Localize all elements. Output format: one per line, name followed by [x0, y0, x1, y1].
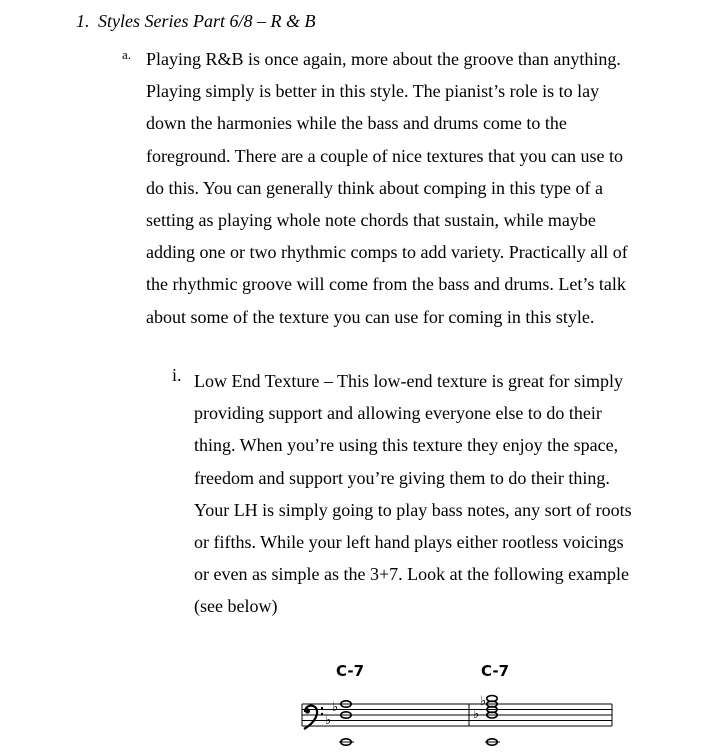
- flat-icon: ♭: [332, 700, 339, 715]
- flat-icon: ♭: [473, 707, 480, 722]
- list-marker-i: i.: [172, 365, 182, 385]
- list-marker-a: a.: [122, 47, 132, 62]
- flat-icon: ♭: [325, 713, 332, 728]
- chord-notes-1: [325, 700, 354, 745]
- paragraph-a: Playing R&B is once again, more about the groove than anything. Playing simply is better in this style. The pianist’s role is to lay down the harmonies while the bass and drums come to the foreground. There are a couple of nice textures that you can use to do this. You can generally think about comping in this type of a setting as playing whole note chords that sustain, while maybe adding one or two rhythmic comps to add variety. Practically all of the rhythmic groove will come from the bass and drums. Let’s talk about some of the texture you can use for coming in this style.: [146, 49, 628, 327]
- flat-icon: ♭: [480, 694, 487, 709]
- music-notation: [280, 650, 620, 755]
- list-number: 1.: [76, 11, 90, 31]
- chord-symbol-2: C-7: [481, 662, 510, 680]
- paragraph-i: Low End Texture – This low-end texture is great for simply providing support and allowing everyone else to do their thing. When you’re using this texture they enjoy the space, freedom and support you’re giving them to do their thing. Your LH is simply going to play bass notes, any sort of roots or fifths. While your left hand plays either rootless voicings or even as simple as the 3+7. Look at the following example (see below): [194, 371, 632, 617]
- chord-symbol-1: C-7: [336, 662, 365, 680]
- chord-notes-2: [473, 694, 500, 745]
- section-title: Styles Series Part 6/8 – R & B: [98, 11, 316, 31]
